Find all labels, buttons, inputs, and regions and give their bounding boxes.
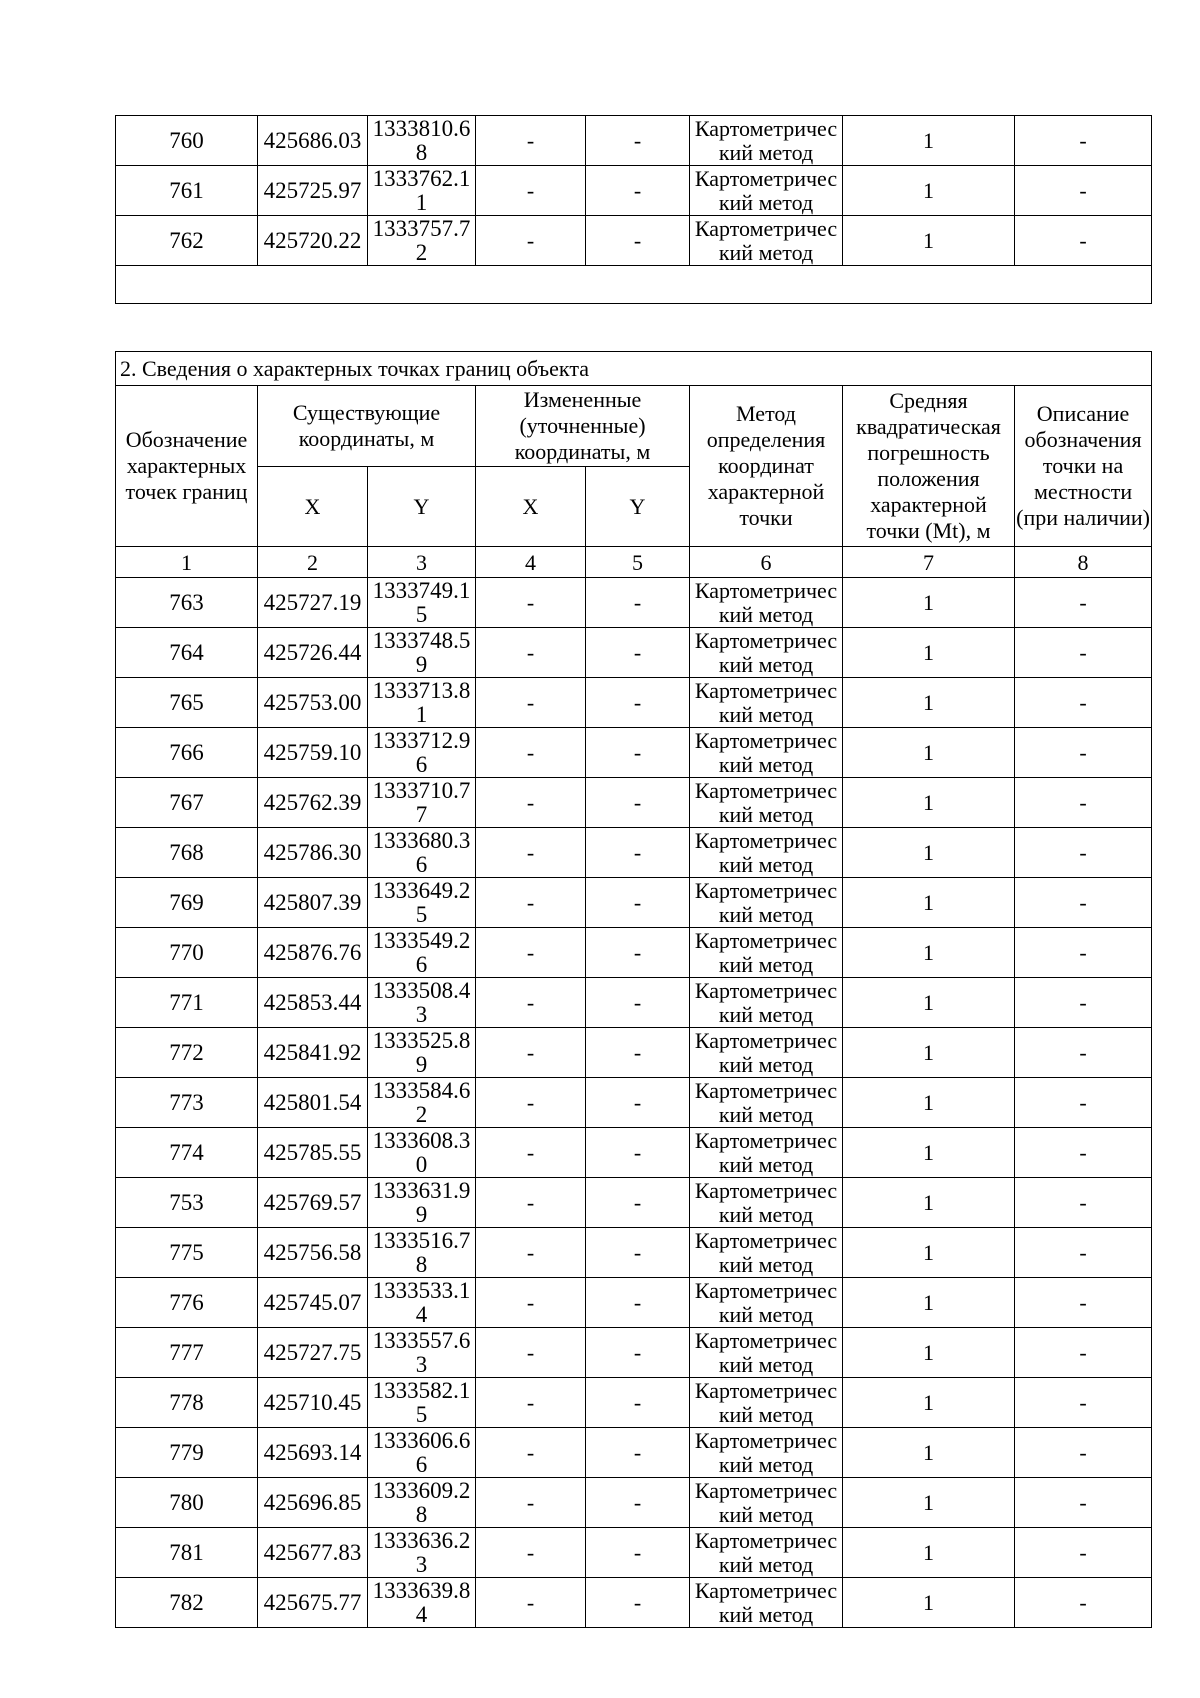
- x-coordinate: 425725.97: [258, 166, 368, 216]
- header-x-existing: X: [258, 467, 368, 547]
- header-y-existing: Y: [368, 467, 476, 547]
- y-changed: -: [586, 1228, 690, 1278]
- x-coordinate: 425720.22: [258, 216, 368, 266]
- accuracy-cell: 1: [843, 778, 1015, 828]
- x-changed: -: [476, 1428, 586, 1478]
- y-changed: -: [586, 628, 690, 678]
- accuracy-cell: 1: [843, 1228, 1015, 1278]
- table-row: [116, 1228, 1152, 1278]
- point-number: 760: [116, 116, 258, 166]
- accuracy-cell: 1: [843, 878, 1015, 928]
- x-coordinate: 425696.85: [258, 1478, 368, 1528]
- y-coordinate: 1333508.43: [372, 978, 471, 1027]
- point-number: 764: [116, 628, 258, 678]
- table-row: [116, 978, 1152, 1028]
- description-cell: -: [1015, 628, 1152, 678]
- accuracy-cell: 1: [843, 928, 1015, 978]
- method-cell: Картометрический метод: [694, 728, 838, 777]
- accuracy-cell: 1: [843, 1178, 1015, 1228]
- y-coordinate: 1333606.66: [372, 1428, 471, 1477]
- method-cell: Картометрический метод: [694, 1178, 838, 1227]
- accuracy-cell: 1: [843, 628, 1015, 678]
- x-coordinate: 425801.54: [258, 1078, 368, 1128]
- table-row: [116, 1378, 1152, 1428]
- description-cell: -: [1015, 578, 1152, 628]
- column-number: 3: [368, 547, 476, 578]
- y-changed: -: [586, 728, 690, 778]
- description-cell: -: [1015, 1328, 1152, 1378]
- y-coordinate: 1333712.96: [372, 728, 471, 777]
- accuracy-cell: 1: [843, 1578, 1015, 1628]
- description-cell: -: [1015, 1028, 1152, 1078]
- x-changed: -: [476, 928, 586, 978]
- y-coordinate: 1333557.63: [372, 1328, 471, 1377]
- y-changed: -: [586, 1528, 690, 1578]
- y-coordinate: 1333749.15: [372, 578, 471, 627]
- header-changed-coordinates: Измененные (уточненные) координаты, м: [476, 386, 690, 467]
- method-cell: Картометрический метод: [694, 878, 838, 927]
- description-cell: -: [1015, 116, 1152, 166]
- column-number: 6: [690, 547, 843, 578]
- y-coordinate: 1333748.59: [372, 628, 471, 677]
- accuracy-cell: 1: [843, 1378, 1015, 1428]
- description-cell: -: [1015, 1228, 1152, 1278]
- x-changed: -: [476, 1178, 586, 1228]
- table-row: [116, 1578, 1152, 1628]
- point-number: 765: [116, 678, 258, 728]
- table-row: [116, 1028, 1152, 1078]
- point-number: 769: [116, 878, 258, 928]
- column-number: 1: [116, 547, 258, 578]
- x-coordinate: 425675.77: [258, 1578, 368, 1628]
- x-changed: -: [476, 1078, 586, 1128]
- table-row: [116, 578, 1152, 628]
- accuracy-cell: 1: [843, 1528, 1015, 1578]
- description-cell: -: [1015, 1078, 1152, 1128]
- method-cell: Картометрический метод: [694, 1228, 838, 1277]
- y-coordinate: 1333636.23: [372, 1528, 471, 1577]
- description-cell: -: [1015, 166, 1152, 216]
- point-number: 780: [116, 1478, 258, 1528]
- y-changed: -: [586, 978, 690, 1028]
- method-cell: Картометрический метод: [694, 828, 838, 877]
- x-changed: -: [476, 578, 586, 628]
- x-changed: -: [476, 628, 586, 678]
- x-changed: -: [476, 1378, 586, 1428]
- method-cell: Картометрический метод: [694, 116, 838, 165]
- y-changed: -: [586, 878, 690, 928]
- x-coordinate: 425759.10: [258, 728, 368, 778]
- y-changed: -: [586, 778, 690, 828]
- y-coordinate: 1333609.28: [372, 1478, 471, 1527]
- x-coordinate: 425710.45: [258, 1378, 368, 1428]
- x-coordinate: 425745.07: [258, 1278, 368, 1328]
- method-cell: Картометрический метод: [694, 1328, 838, 1377]
- blank-cell: [116, 266, 1152, 304]
- x-coordinate: 425756.58: [258, 1228, 368, 1278]
- y-changed: -: [586, 1428, 690, 1478]
- x-changed: -: [476, 678, 586, 728]
- description-cell: -: [1015, 1578, 1152, 1628]
- description-cell: -: [1015, 1428, 1152, 1478]
- x-coordinate: 425841.92: [258, 1028, 368, 1078]
- description-cell: -: [1015, 1378, 1152, 1428]
- description-cell: -: [1015, 928, 1152, 978]
- x-coordinate: 425762.39: [258, 778, 368, 828]
- description-cell: -: [1015, 1278, 1152, 1328]
- x-changed: -: [476, 728, 586, 778]
- y-coordinate: 1333516.78: [372, 1228, 471, 1277]
- method-cell: Картометрический метод: [694, 1478, 838, 1527]
- y-coordinate: 1333757.72: [372, 216, 471, 265]
- point-number: 762: [116, 216, 258, 266]
- point-number: 779: [116, 1428, 258, 1478]
- point-number: 777: [116, 1328, 258, 1378]
- header-x-changed: X: [476, 467, 586, 547]
- header-designation: Обозначение характерных точек границ: [116, 386, 258, 547]
- y-coordinate: 1333533.14: [372, 1278, 471, 1327]
- description-cell: -: [1015, 1528, 1152, 1578]
- point-number: 766: [116, 728, 258, 778]
- x-coordinate: 425876.76: [258, 928, 368, 978]
- header-existing-coordinates: Существующие координаты, м: [258, 386, 476, 467]
- x-coordinate: 425753.00: [258, 678, 368, 728]
- y-changed: -: [586, 1328, 690, 1378]
- y-changed: -: [586, 1178, 690, 1228]
- method-cell: Картометрический метод: [694, 166, 838, 215]
- column-number: 7: [843, 547, 1015, 578]
- x-changed: -: [476, 1128, 586, 1178]
- y-coordinate: 1333582.15: [372, 1378, 471, 1427]
- accuracy-cell: 1: [843, 578, 1015, 628]
- column-number-row: [116, 547, 1152, 578]
- x-coordinate: 425693.14: [258, 1428, 368, 1478]
- header-y-changed: Y: [586, 467, 690, 547]
- point-number: 774: [116, 1128, 258, 1178]
- y-changed: -: [586, 1478, 690, 1528]
- boundary-points-table: [115, 351, 1152, 1628]
- accuracy-cell: 1: [843, 1278, 1015, 1328]
- blank-row: [116, 266, 1152, 304]
- x-changed: -: [476, 1028, 586, 1078]
- point-number: 771: [116, 978, 258, 1028]
- point-number: 768: [116, 828, 258, 878]
- accuracy-cell: 1: [843, 1078, 1015, 1128]
- point-number: 761: [116, 166, 258, 216]
- y-coordinate: 1333631.99: [372, 1178, 471, 1227]
- continued-coordinates-table: [115, 115, 1152, 304]
- point-number: 763: [116, 578, 258, 628]
- x-coordinate: 425769.57: [258, 1178, 368, 1228]
- y-changed: -: [586, 1078, 690, 1128]
- y-coordinate: 1333649.25: [372, 878, 471, 927]
- table-row: [116, 1178, 1152, 1228]
- table-row: [116, 878, 1152, 928]
- point-number: 782: [116, 1578, 258, 1628]
- x-coordinate: 425727.19: [258, 578, 368, 628]
- point-number: 773: [116, 1078, 258, 1128]
- y-coordinate: 1333549.26: [372, 928, 471, 977]
- y-changed: -: [586, 166, 690, 216]
- description-cell: -: [1015, 728, 1152, 778]
- accuracy-cell: 1: [843, 978, 1015, 1028]
- y-coordinate: 1333810.68: [372, 116, 471, 165]
- x-coordinate: 425853.44: [258, 978, 368, 1028]
- accuracy-cell: 1: [843, 728, 1015, 778]
- column-number: 5: [586, 547, 690, 578]
- table-row: [116, 778, 1152, 828]
- description-cell: -: [1015, 678, 1152, 728]
- table-row: [116, 1078, 1152, 1128]
- description-cell: -: [1015, 1178, 1152, 1228]
- column-number: 4: [476, 547, 586, 578]
- accuracy-cell: 1: [843, 1428, 1015, 1478]
- point-number: 781: [116, 1528, 258, 1578]
- table-row: [116, 1478, 1152, 1528]
- column-number: 2: [258, 547, 368, 578]
- accuracy-cell: 1: [843, 1028, 1015, 1078]
- point-number: 776: [116, 1278, 258, 1328]
- accuracy-cell: 1: [843, 828, 1015, 878]
- method-cell: Картометрический метод: [694, 628, 838, 677]
- description-cell: -: [1015, 778, 1152, 828]
- y-coordinate: 1333713.81: [372, 678, 471, 727]
- table-row: [116, 216, 1152, 266]
- x-changed: -: [476, 1278, 586, 1328]
- description-cell: -: [1015, 828, 1152, 878]
- method-cell: Картометрический метод: [694, 1278, 838, 1327]
- description-cell: -: [1015, 978, 1152, 1028]
- x-changed: -: [476, 828, 586, 878]
- y-changed: -: [586, 928, 690, 978]
- method-cell: Картометрический метод: [694, 1428, 838, 1477]
- point-number: 775: [116, 1228, 258, 1278]
- table-row: [116, 728, 1152, 778]
- x-coordinate: 425785.55: [258, 1128, 368, 1178]
- y-coordinate: 1333762.11: [372, 166, 471, 215]
- method-cell: Картометрический метод: [694, 1028, 838, 1077]
- x-changed: -: [476, 778, 586, 828]
- method-cell: Картометрический метод: [694, 1128, 838, 1177]
- x-changed: -: [476, 878, 586, 928]
- accuracy-cell: 1: [843, 116, 1015, 166]
- y-changed: -: [586, 828, 690, 878]
- y-changed: -: [586, 578, 690, 628]
- table-row: [116, 1278, 1152, 1328]
- table-row: [116, 1528, 1152, 1578]
- table-row: [116, 116, 1152, 166]
- table-row: [116, 678, 1152, 728]
- accuracy-cell: 1: [843, 1328, 1015, 1378]
- y-coordinate: 1333525.89: [372, 1028, 471, 1077]
- point-number: 778: [116, 1378, 258, 1428]
- x-coordinate: 425727.75: [258, 1328, 368, 1378]
- x-coordinate: 425726.44: [258, 628, 368, 678]
- method-cell: Картометрический метод: [694, 578, 838, 627]
- x-changed: -: [476, 116, 586, 166]
- y-changed: -: [586, 216, 690, 266]
- method-cell: Картометрический метод: [694, 978, 838, 1027]
- point-number: 770: [116, 928, 258, 978]
- table-row: [116, 928, 1152, 978]
- y-coordinate: 1333680.36: [372, 828, 471, 877]
- y-changed: -: [586, 116, 690, 166]
- point-number: 767: [116, 778, 258, 828]
- y-changed: -: [586, 1028, 690, 1078]
- x-changed: -: [476, 1528, 586, 1578]
- method-cell: Картометрический метод: [694, 678, 838, 727]
- y-changed: -: [586, 1578, 690, 1628]
- accuracy-cell: 1: [843, 1128, 1015, 1178]
- table-row: [116, 166, 1152, 216]
- accuracy-cell: 1: [843, 216, 1015, 266]
- description-cell: -: [1015, 1128, 1152, 1178]
- table-row: [116, 1428, 1152, 1478]
- point-number: 772: [116, 1028, 258, 1078]
- x-changed: -: [476, 1328, 586, 1378]
- method-cell: Картометрический метод: [694, 1078, 838, 1127]
- y-changed: -: [586, 678, 690, 728]
- x-changed: -: [476, 216, 586, 266]
- y-coordinate: 1333608.30: [372, 1128, 471, 1177]
- accuracy-cell: 1: [843, 678, 1015, 728]
- x-changed: -: [476, 166, 586, 216]
- table-row: [116, 1128, 1152, 1178]
- y-coordinate: 1333710.77: [372, 778, 471, 827]
- accuracy-cell: 1: [843, 166, 1015, 216]
- header-method: Метод определения координат характерной точки: [690, 386, 843, 547]
- table-row: [116, 1328, 1152, 1378]
- y-changed: -: [586, 1278, 690, 1328]
- x-coordinate: 425786.30: [258, 828, 368, 878]
- accuracy-cell: 1: [843, 1478, 1015, 1528]
- x-coordinate: 425686.03: [258, 116, 368, 166]
- x-changed: -: [476, 1578, 586, 1628]
- y-changed: -: [586, 1128, 690, 1178]
- description-cell: -: [1015, 216, 1152, 266]
- x-changed: -: [476, 1228, 586, 1278]
- x-coordinate: 425677.83: [258, 1528, 368, 1578]
- header-description: Описание обозначения точки на местности (при наличии): [1015, 386, 1152, 547]
- method-cell: Картометрический метод: [694, 1578, 838, 1627]
- y-coordinate: 1333639.84: [372, 1578, 471, 1627]
- column-number: 8: [1015, 547, 1152, 578]
- table-row: [116, 828, 1152, 878]
- point-number: 753: [116, 1178, 258, 1228]
- method-cell: Картометрический метод: [694, 928, 838, 977]
- description-cell: -: [1015, 878, 1152, 928]
- description-cell: -: [1015, 1478, 1152, 1528]
- x-changed: -: [476, 1478, 586, 1528]
- method-cell: Картометрический метод: [694, 1378, 838, 1427]
- x-coordinate: 425807.39: [258, 878, 368, 928]
- section-title: 2. Сведения о характерных точках границ объекта: [116, 352, 1152, 386]
- x-changed: -: [476, 978, 586, 1028]
- header-accuracy: Средняя квадратическая погрешность положения характерной точки (Mt), м: [843, 386, 1015, 547]
- method-cell: Картометрический метод: [694, 1528, 838, 1577]
- y-changed: -: [586, 1378, 690, 1428]
- y-coordinate: 1333584.62: [372, 1078, 471, 1127]
- table-row: [116, 628, 1152, 678]
- method-cell: Картометрический метод: [694, 778, 838, 827]
- method-cell: Картометрический метод: [694, 216, 838, 265]
